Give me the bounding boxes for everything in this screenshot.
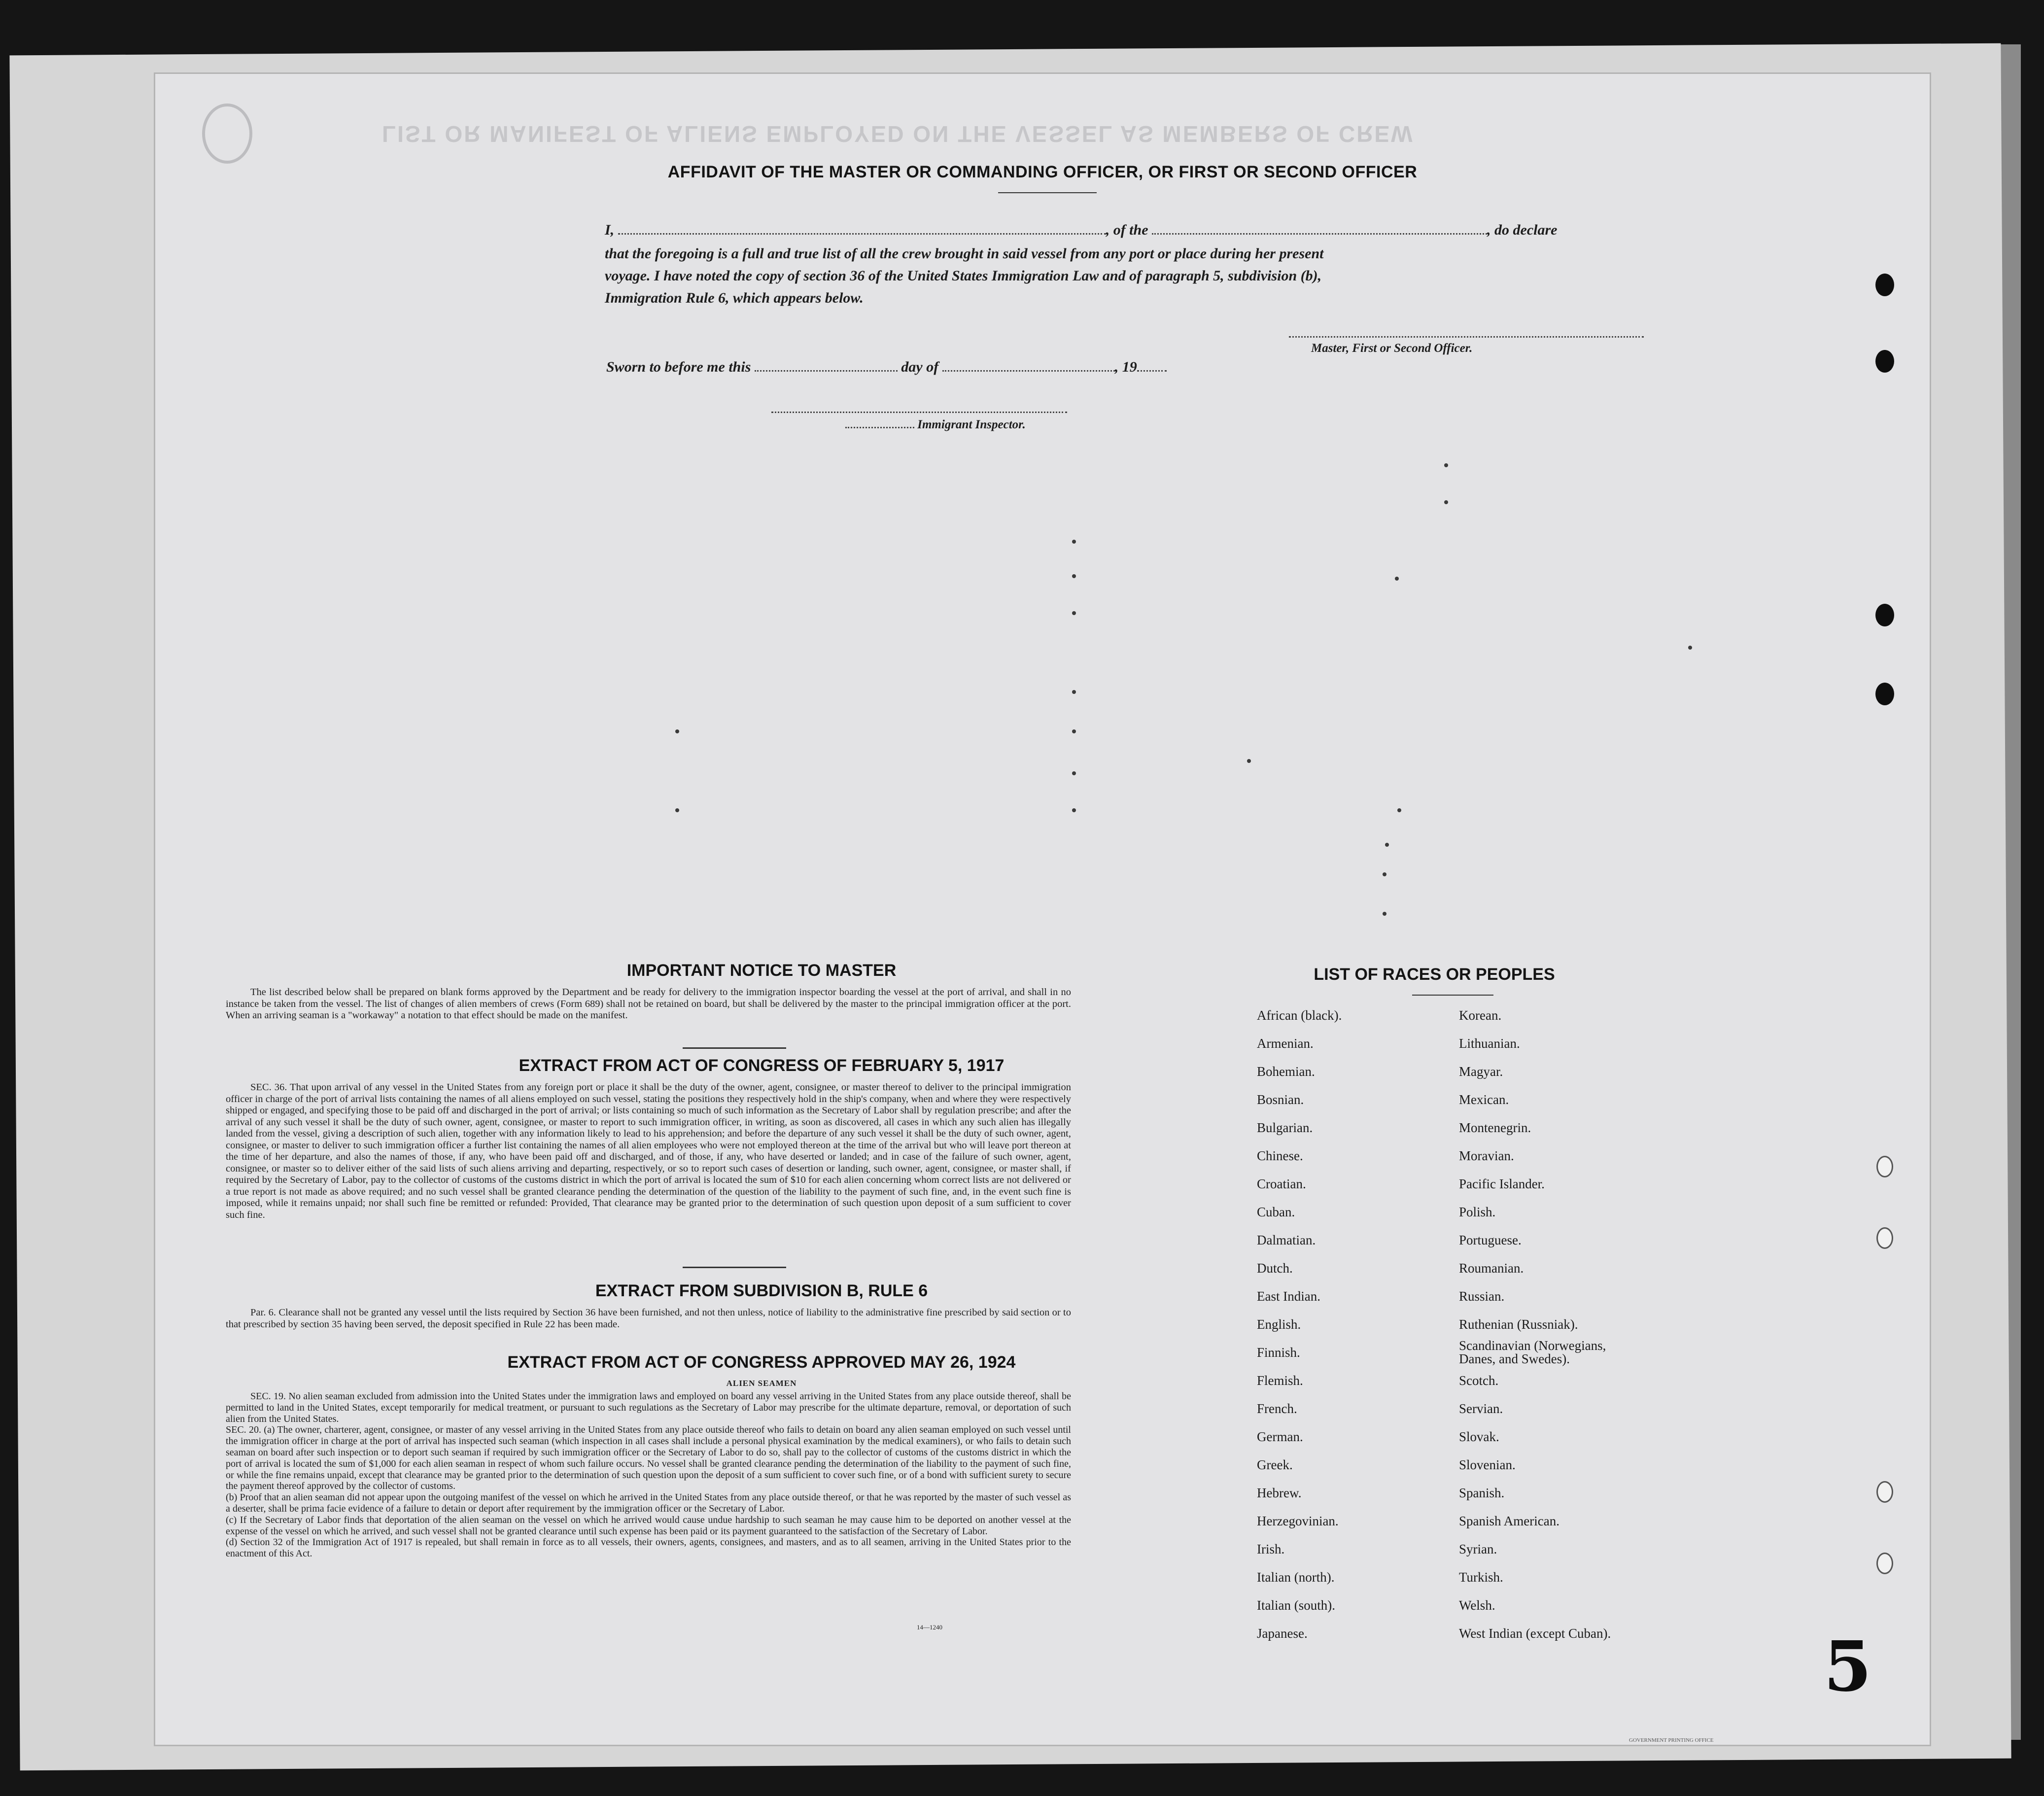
race-item: Dalmatian. — [1257, 1233, 1316, 1247]
divider — [683, 1267, 786, 1268]
race-item: Scandinavian (Norwegians, Danes, and Swedes). — [1459, 1338, 1606, 1366]
extract-1917-body: SEC. 36. That upon arrival of any vessel in the United States from any foreign port or place it shall be the duty of the owner, agent, consignee, or master thereof to deliver to the principal immigration officer in charge of the port of arrival lists containing the names of all aliens employed on such vessel, stating the positions they respectively hold in the ship's company, when and where they were respectively shipped or engaged, and specifying those to be paid off and discharged in the port of arrival; or lists containing so much of such information as the Secretary of Labor shall by regulation prescribe; and after the arrival of any such vessel it shall be the duty of such owner, agent, consignee, or master to report to such immigration officer, in writing, as soon as discovered, all cases in which any such alien has illegally landed from the vessel, giving a description of such alien, together with any information likely to lead to his apprehension; and before the departure of any such vessel it shall be the duty of such owner, agent, consignee, or master to deliver to such immigration officer a further list containing the names of all alien employees who were not employed thereon at the time of the arrival but who will leave port thereon at the time of her departure, and also the names of those, if any, who have been paid off and discharged, and of those, if any, who have deserted or landed; and in case of the failure of such owner, agent, consignee, or master so to deliver either of the said lists of such aliens arriving and departing, respectively, or so to report such cases of desertion or landing, such owner, agent, consignee, or master shall, if required by the Secretary of Labor, pay to the collector of customs of the customs district in which the port of arrival is located the sum of $10 for each alien concerning whom correct lists are not delivered or a true report is not made as above required; and no such vessel shall be granted clearance pending the determination of the question of the liability to the payment of such fine, and, in the event such fine is imposed, while it remains unpaid; nor shall such fine be remitted or refunded: Provided, That clearance may be granted prior to the determination of such question upon deposit of a sum sufficient to cover such fine. — [226, 1082, 1071, 1220]
race-item: Bohemian. — [1257, 1064, 1315, 1079]
form-number: 14—1240 — [917, 1623, 942, 1631]
race-item: East Indian. — [1257, 1289, 1320, 1304]
affidavit-of-the: , of the — [1106, 222, 1148, 238]
race-item: German. — [1257, 1429, 1303, 1444]
speck — [1444, 500, 1448, 504]
race-item: Slovak. — [1459, 1429, 1499, 1444]
affidavit-title: AFFIDAVIT OF THE MASTER OR COMMANDING OFFICER, OR FIRST OR SECOND OFFICER — [667, 163, 1418, 181]
year-prefix: , 19 — [1114, 359, 1137, 375]
extract-1924-title: EXTRACT FROM ACT OF CONGRESS APPROVED MAY 26, 1924 — [507, 1353, 1016, 1372]
speck — [1247, 759, 1251, 763]
race-item: Hebrew. — [1257, 1485, 1302, 1500]
race-item: English. — [1257, 1317, 1301, 1332]
race-item: Russian. — [1459, 1289, 1505, 1304]
race-item: Spanish American. — [1459, 1514, 1559, 1528]
affidavit-do-declare: , do declare — [1487, 222, 1558, 238]
race-item: Ruthenian (Russniak). — [1459, 1317, 1578, 1332]
punch-hole — [1875, 274, 1894, 296]
day-blank — [755, 370, 898, 372]
speck — [1072, 690, 1076, 694]
extract-1924-subtitle: ALIEN SEAMEN — [726, 1379, 797, 1388]
inspector-signature — [845, 418, 1026, 432]
race-item: Syrian. — [1459, 1542, 1497, 1556]
race-item: Polish. — [1459, 1205, 1496, 1219]
vessel-blank — [1152, 233, 1487, 235]
race-item: Mexican. — [1459, 1092, 1509, 1107]
race-item: Welsh. — [1459, 1598, 1495, 1613]
speck — [675, 729, 679, 733]
speck — [1072, 729, 1076, 733]
race-item: Spanish. — [1459, 1485, 1505, 1500]
extract-rule6-title: EXTRACT FROM SUBDIVISION B, RULE 6 — [595, 1281, 928, 1300]
race-item: Cuban. — [1257, 1205, 1295, 1219]
speck — [1383, 912, 1386, 916]
printer-mark: GOVERNMENT PRINTING OFFICE — [1629, 1737, 1714, 1743]
signature-line — [1289, 336, 1644, 338]
race-item: Moravian. — [1459, 1148, 1514, 1163]
speck — [1072, 808, 1076, 812]
speck — [1072, 771, 1076, 775]
speck — [675, 808, 679, 812]
race-item: Scotch. — [1459, 1373, 1499, 1388]
race-item: Croatian. — [1257, 1176, 1306, 1191]
form-sheet — [155, 74, 1930, 1745]
speck — [1395, 577, 1399, 581]
race-item: Pacific Islander. — [1459, 1176, 1545, 1191]
race-item: Portuguese. — [1459, 1233, 1522, 1247]
notice-body: The list described below shall be prepared on blank forms approved by the Department and be ready for delivery to the immigration inspector boarding the vessel at the port of arrival, and shall in no instance be taken from the vessel. The list of changes of alien members of crews (Form 689) shall not be retained on board, but shall be delivered by the master to the principal immigration officer at the port. When an arriving seaman is a "workaway" a notation to that effect should be made on the manifest. — [226, 987, 1071, 1021]
punch-hole — [1876, 1227, 1893, 1249]
affidavit-statement-1: that the foregoing is a full and true list of all the crew brought in said vessel from any port or place during her present — [605, 245, 1324, 262]
inspector-label: Immigrant Inspector. — [917, 418, 1026, 431]
race-item: African (black). — [1257, 1008, 1342, 1023]
punch-hole — [1875, 683, 1894, 705]
day-of-label: day of — [901, 359, 939, 375]
inspector-blank — [845, 427, 914, 428]
month-blank — [942, 370, 1115, 372]
race-item: Turkish. — [1459, 1570, 1503, 1585]
race-item: Korean. — [1459, 1008, 1502, 1023]
extract-1924-body: SEC. 19. No alien seaman excluded from admission into the United States under the immigration laws and employed on board any vessel arriving in the United States from any place outside thereof, shall be permitted to land in the United States, except temporarily for medical treatment, or pursuant to such regulations as the Secretary of Labor may prescribe for the ultimate departure, removal, or deportation of such alien from the United States. SEC. 20. (a) The owner, charterer, agent, consignee, or master of any vessel arriving in the United States from any place outside thereof who fails to detain on board any alien seaman employed on such vessel until the immigration officer in charge at the port of arrival has inspected such seaman (which inspection in all cases shall include a personal physical examination by the medical examiners), or who fails to detain such seaman on board after such inspection or to deport such seaman if required by such immigration officer or the Secretary of Labor to do so, shall pay to the collector of customs of the customs district in which the port of arrival is located the sum of $1,000 for each alien seaman in respect of whom such failure occurs. No vessel shall be granted clearance pending the determination of the liability to the payment of such fine, or while the fine remains unpaid, except that clearance may be granted prior to the determination of such question upon the deposit of a sum sufficient to cover such fine, or of a bond with sufficient surety to secure the payment thereof approved by the collector of customs. (b) Proof that an alien seaman did not appear upon the outgoing manifest of the vessel on which he arrived in the United States from any place outside thereof, or that he was reported by the master of such vessel as a deserter, shall be prima facie evidence of a failure to detain or deport after requirement by the immigration officer or the Secretary of Labor. (c) If the Secretary of Labor finds that deportation of the alien seaman on the vessel on which he arrived would cause undue hardship to such seaman he may cause him to be deported on another vessel at the expense of the vessel on which he arrived, and such vessel shall not be granted clearance until such expense has been paid or its payment guaranteed to the satisfaction of the Secretary of Labor. (d) Section 32 of the Immigration Act of 1917 is repealed, but shall remain in force as to all vessels, their owners, agents, consignees, and masters, and as to all seamen, arriving in the United States prior to the enactment of this Act. — [226, 1391, 1071, 1559]
speck — [1385, 843, 1389, 847]
punch-hole — [1875, 350, 1894, 373]
race-item: Japanese. — [1257, 1626, 1308, 1641]
punch-hole — [1875, 604, 1894, 626]
divider — [1412, 995, 1493, 996]
race-item: West Indian (except Cuban). — [1459, 1626, 1611, 1641]
year-blank — [1137, 370, 1167, 372]
race-item: Magyar. — [1459, 1064, 1503, 1079]
race-item: Armenian. — [1257, 1036, 1314, 1051]
extract-1917-title: EXTRACT FROM ACT OF CONGRESS OF FEBRUARY 5, 1917 — [519, 1056, 1005, 1075]
affidavit-declare-line — [605, 222, 1557, 239]
name-blank — [618, 233, 1106, 235]
punch-hole — [1876, 1553, 1893, 1574]
speck — [1688, 646, 1692, 650]
speck — [1072, 540, 1076, 544]
divider — [683, 1047, 786, 1049]
speck — [1383, 872, 1386, 876]
race-item: Bulgarian. — [1257, 1120, 1313, 1135]
race-item: Finnish. — [1257, 1345, 1300, 1360]
race-item: Servian. — [1459, 1401, 1503, 1416]
handwritten-page-number: 5 — [1824, 1626, 1872, 1707]
race-item: Slovenian. — [1459, 1457, 1516, 1472]
punch-hole — [1876, 1156, 1893, 1177]
race-item: Herzegovinian. — [1257, 1514, 1339, 1528]
signature-label: Master, First or Second Officer. — [1311, 342, 1473, 355]
race-item: French. — [1257, 1401, 1297, 1416]
divider — [998, 192, 1097, 193]
races-title: LIST OF RACES OR PEOPLES — [1314, 965, 1555, 984]
race-item: Greek. — [1257, 1457, 1293, 1472]
race-item: Italian (south). — [1257, 1598, 1335, 1613]
speck — [1072, 611, 1076, 615]
race-item: Irish. — [1257, 1542, 1285, 1556]
sworn-prefix: Sworn to before me this — [606, 359, 751, 375]
affidavit-statement-2: voyage. I have noted the copy of section 36 of the United States Immigration Law and of paragraph 5, subdivision (b), — [605, 268, 1322, 284]
race-item: Roumanian. — [1459, 1261, 1524, 1276]
punch-hole — [1876, 1481, 1893, 1503]
notice-title: IMPORTANT NOTICE TO MASTER — [626, 961, 897, 980]
inspector-line — [771, 412, 1067, 413]
race-item: Chinese. — [1257, 1148, 1303, 1163]
race-item: Bosnian. — [1257, 1092, 1304, 1107]
speck — [1444, 463, 1448, 467]
race-item: Flemish. — [1257, 1373, 1303, 1388]
sworn-line — [606, 359, 1167, 376]
affidavit-pronoun: I, — [605, 222, 615, 238]
race-item: Italian (north). — [1257, 1570, 1335, 1585]
speck — [1072, 574, 1076, 578]
affidavit-statement-3: Immigration Rule 6, which appears below. — [605, 290, 864, 306]
speck — [1397, 808, 1401, 812]
bleed-through-header: LIST OR MANIFEST OF ALIENS EMPLOYED ON THE VESSEL AS MEMBERS OF CREW — [382, 121, 1414, 147]
circle-stamp — [202, 104, 252, 164]
race-item: Montenegrin. — [1459, 1120, 1531, 1135]
race-item: Lithuanian. — [1459, 1036, 1520, 1051]
race-item: Dutch. — [1257, 1261, 1293, 1276]
extract-rule6-body: Par. 6. Clearance shall not be granted any vessel until the lists required by Section 36 have been furnished, and not then unless, notice of liability to the administrative fine prescribed by said section or to that prescribed by section 35 having been served, the deposit specified in Rule 22 has been made. — [226, 1307, 1071, 1330]
